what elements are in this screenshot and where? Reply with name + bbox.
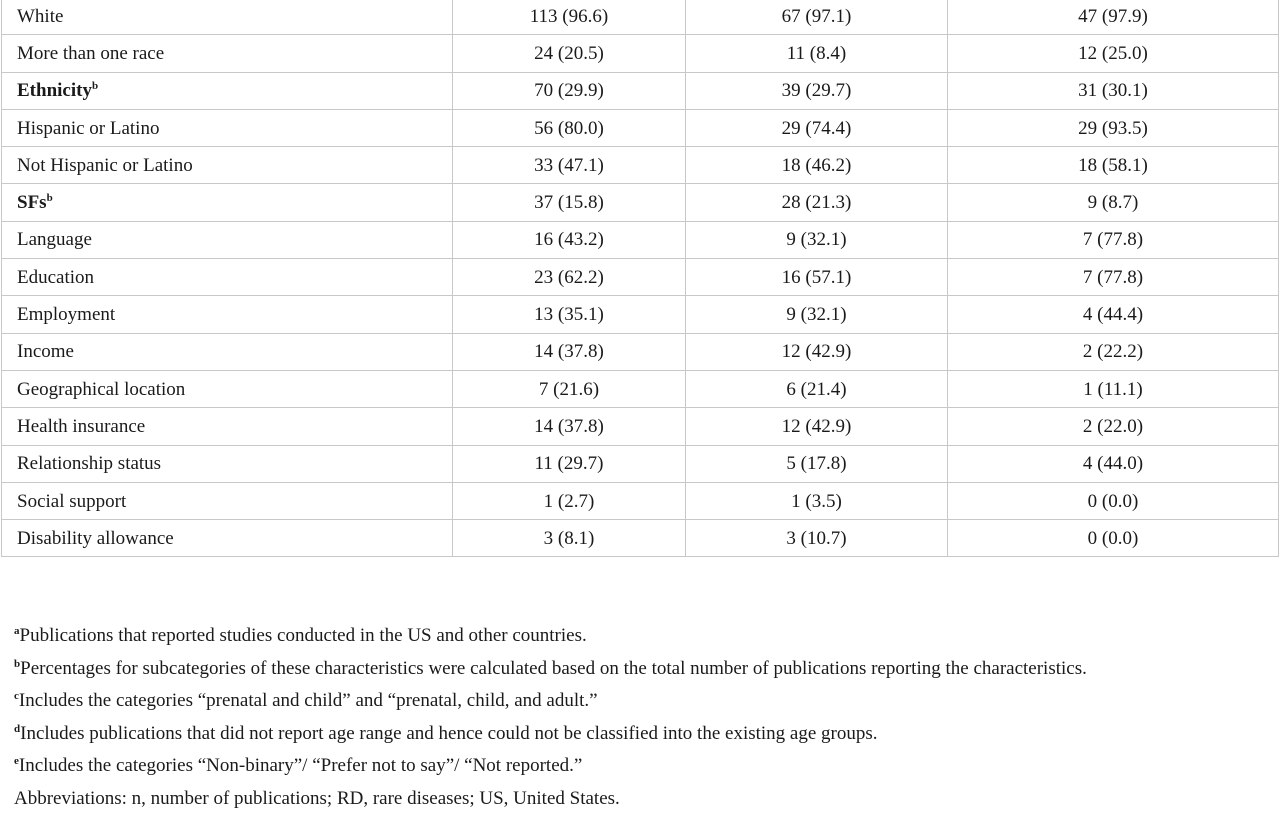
table-row [2, 520, 1279, 557]
value-cell-col2: 11 (8.4) [686, 35, 948, 72]
value-cell-col2: 29 (74.4) [686, 109, 948, 146]
value-cell-col1: 23 (62.2) [453, 259, 686, 296]
table-row [2, 333, 1279, 370]
value-cell-col3: 47 (97.9) [948, 0, 1279, 35]
table-row [2, 35, 1279, 72]
value-cell-col1: 113 (96.6) [453, 0, 686, 35]
row-label: Employment [17, 304, 116, 326]
value-cell-col2: 18 (46.2) [686, 147, 948, 184]
row-label-cell [2, 0, 453, 35]
value-cell-col1: 3 (8.1) [453, 520, 686, 557]
footnote-marker: d [14, 722, 21, 735]
value-cell-col2: 9 (32.1) [686, 296, 948, 333]
row-label-cell [2, 370, 453, 407]
value-cell-col2: 39 (29.7) [686, 72, 948, 109]
value-cell-col3: 0 (0.0) [948, 482, 1279, 519]
value-cell-col1: 1 (2.7) [453, 482, 686, 519]
value-cell-col1: 70 (29.9) [453, 72, 686, 109]
row-label-cell [2, 184, 453, 221]
row-label-cell [2, 221, 453, 258]
row-label: Health insurance [17, 415, 146, 437]
table-row [2, 221, 1279, 258]
footnotes [14, 620, 1087, 816]
footnote-marker: c [14, 690, 19, 703]
table-row [2, 109, 1279, 146]
row-label: Relationship status [17, 453, 162, 475]
value-cell-col3: 7 (77.8) [948, 221, 1279, 258]
row-label: Language [17, 229, 92, 251]
footnote-text: Publications that reported studies conducted in the US and other countries. [19, 625, 587, 646]
table-row [2, 296, 1279, 333]
footnote-b [14, 653, 1087, 686]
table-row [2, 445, 1279, 482]
row-label-cell [2, 296, 453, 333]
footnote-marker: b [14, 657, 21, 670]
row-label: SFs [17, 192, 47, 214]
row-label: Disability allowance [17, 527, 174, 549]
footnote-text: Includes publications that did not report age range and hence could not be classified into the existing age groups. [20, 722, 878, 744]
value-cell-col2: 9 (32.1) [686, 221, 948, 258]
value-cell-col3: 4 (44.4) [948, 296, 1279, 333]
footnote-text: Percentages for subcategories of these characteristics were calculated based on the total number of publications reporting the characteristics. [20, 657, 1087, 679]
value-cell-col1: 14 (37.8) [453, 408, 686, 445]
value-cell-col2: 28 (21.3) [686, 184, 948, 221]
value-cell-col2: 3 (10.7) [686, 520, 948, 557]
table-row [2, 259, 1279, 296]
row-label-cell [2, 520, 453, 557]
footnote-marker: b [91, 80, 99, 93]
abbreviations-note [14, 783, 1087, 816]
value-cell-col2: 1 (3.5) [686, 482, 948, 519]
table-row [2, 147, 1279, 184]
row-label: Not Hispanic or Latino [17, 154, 193, 176]
table-body [2, 0, 1279, 557]
value-cell-col3: 29 (93.5) [948, 109, 1279, 146]
value-cell-col2: 67 (97.1) [686, 0, 948, 35]
footnote-marker: e [14, 755, 19, 768]
footnote-a [14, 620, 1087, 653]
value-cell-col1: 33 (47.1) [453, 147, 686, 184]
value-cell-col3: 31 (30.1) [948, 72, 1279, 109]
row-label: Income [17, 341, 74, 363]
row-label-cell [2, 408, 453, 445]
row-label-cell [2, 72, 453, 109]
footnote-marker: b [46, 192, 53, 205]
value-cell-col3: 2 (22.0) [948, 408, 1279, 445]
value-cell-col3: 0 (0.0) [948, 520, 1279, 557]
value-cell-col3: 7 (77.8) [948, 259, 1279, 296]
table-section-row [2, 72, 1279, 109]
value-cell-col2: 12 (42.9) [686, 408, 948, 445]
value-cell-col1: 37 (15.8) [453, 184, 686, 221]
row-label-cell [2, 445, 453, 482]
value-cell-col1: 7 (21.6) [453, 370, 686, 407]
row-label-cell [2, 259, 453, 296]
footnote-d [14, 718, 1087, 751]
row-label: Hispanic or Latino [17, 117, 160, 139]
row-label: Education [17, 266, 95, 288]
value-cell-col3: 18 (58.1) [948, 147, 1279, 184]
table-row [2, 370, 1279, 407]
footnote-text: Includes the categories “Non-binary”/ “Prefer not to say”/ “Not reported.” [18, 755, 583, 777]
footnote-text: Abbreviations: n, number of publications; RD, rare diseases; US, United States. [14, 787, 620, 809]
value-cell-col1: 56 (80.0) [453, 109, 686, 146]
row-label: Geographical location [17, 378, 186, 400]
value-cell-col3: 2 (22.2) [948, 333, 1279, 370]
row-label: Social support [17, 490, 127, 512]
value-cell-col3: 1 (11.1) [948, 370, 1279, 407]
value-cell-col3: 9 (8.7) [948, 184, 1279, 221]
row-label-cell [2, 35, 453, 72]
row-label-cell [2, 109, 453, 146]
value-cell-col1: 14 (37.8) [453, 333, 686, 370]
footnote-text: Includes the categories “prenatal and child” and “prenatal, child, and adult.” [18, 690, 598, 712]
footnote-marker: a [14, 625, 20, 637]
value-cell-col1: 24 (20.5) [453, 35, 686, 72]
table-section-row [2, 184, 1279, 221]
value-cell-col1: 16 (43.2) [453, 221, 686, 258]
value-cell-col3: 4 (44.0) [948, 445, 1279, 482]
value-cell-col2: 6 (21.4) [686, 370, 948, 407]
characteristics-table [1, 0, 1279, 557]
value-cell-col3: 12 (25.0) [948, 35, 1279, 72]
table-row [2, 482, 1279, 519]
row-label-cell [2, 147, 453, 184]
row-label: More than one race [17, 42, 165, 64]
value-cell-col2: 16 (57.1) [686, 259, 948, 296]
footnote-e [14, 750, 1087, 783]
row-label: Ethnicity [17, 80, 92, 102]
row-label-cell [2, 482, 453, 519]
row-label: White [17, 5, 64, 27]
row-label-cell [2, 333, 453, 370]
value-cell-col2: 12 (42.9) [686, 333, 948, 370]
value-cell-col2: 5 (17.8) [686, 445, 948, 482]
table-row [2, 0, 1279, 35]
table-row [2, 408, 1279, 445]
value-cell-col1: 11 (29.7) [453, 445, 686, 482]
footnote-c [14, 685, 1087, 718]
value-cell-col1: 13 (35.1) [453, 296, 686, 333]
